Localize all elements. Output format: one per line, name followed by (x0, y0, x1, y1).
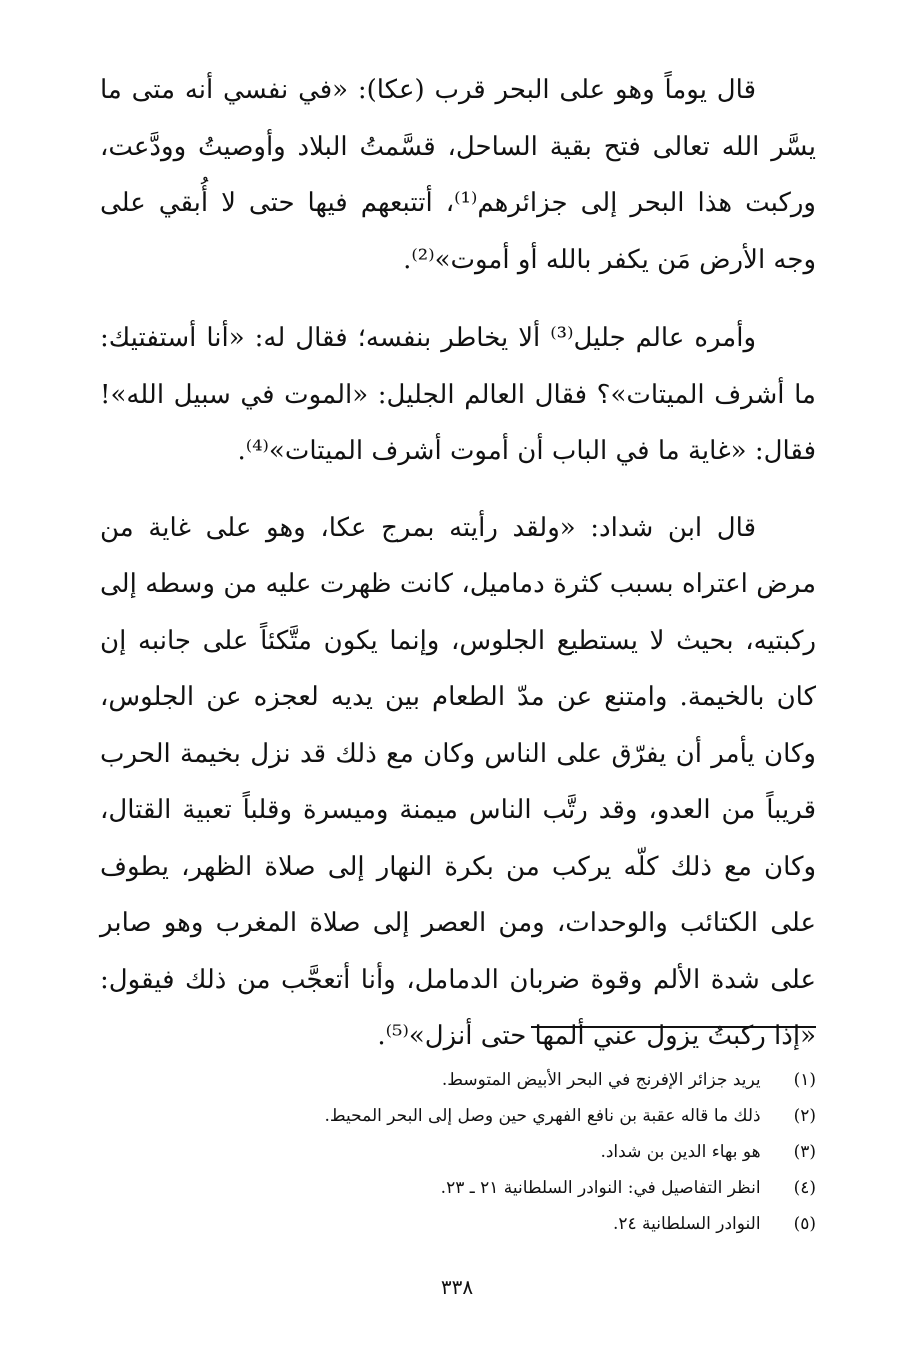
footnote-number: (٢) (793, 1106, 816, 1126)
paragraph-3: قال ابن شداد: «ولقد رأيته بمرج عكا، وهو على غاية من مرض اعتراه بسبب كثرة دماميل، كانت ظهرت عليه من وسطه إلى ركبتيه، بحيث لا يستطيع الجلوس، وإنما يكون متَّكئاً على جانبه إن كان بالخيمة. وامتنع عن مدّ الطعام بين يديه لعجزه عن الجلوس، وكان يأمر أن يفرّق على الناس وكان مع ذلك قد نزل بخيمة الحرب قريباً من العدو، وقد رتَّب الناس ميمنة وميسرة وقلباً تعبية القتال، وكان مع ذلك كلّه يركب من بكرة النهار إلى صلاة الظهر، يطوف على الكتائب والوحدات، ومن العصر إلى صلاة المغرب وهو صابر على شدة الألم وقوة ضربان الدمامل، وأنا أتعجَّب من ذلك فيقول: «إذا ركبتُ يزول عني ألمها حتى أنزل»⁽⁵⁾. (100, 512, 816, 1051)
footnote-number: (٤) (793, 1178, 816, 1198)
footnote-text: النوادر السلطانية ٢٤. (612, 1214, 761, 1234)
footnote-4 (100, 1170, 816, 1206)
footnotes-list (100, 1062, 816, 1242)
footnote-divider (531, 1026, 816, 1028)
footnote-number: (١) (793, 1070, 816, 1090)
footnote-1 (100, 1062, 816, 1098)
footnote-2 (100, 1098, 816, 1134)
footnote-3 (100, 1134, 816, 1170)
footnote-text: يريد جزائر الإفرنج في البحر الأبيض المتوسط. (441, 1070, 761, 1090)
footnote-text: انظر التفاصيل في: النوادر السلطانية ٢١ ـ ٢٣. (440, 1178, 761, 1198)
footnote-text: ذلك ما قاله عقبة بن نافع الفهري حين وصل إلى البحر المحيط. (324, 1106, 761, 1126)
body-text (100, 62, 816, 1051)
paragraph-1: قال يوماً وهو على البحر قرب (عكا): «في نفسي أنه متى ما يسَّر الله تعالى فتح بقية الساحل، قسَّمتُ البلاد وأوصيتُ وودَّعت، وركبت هذا البحر إلى جزائرهم⁽¹⁾، أتتبعهم فيها حتى لا أُبقي على وجه الأرض مَن يكفر بالله أو أموت»⁽²⁾. (100, 75, 816, 275)
page-number: ٣٣٨ (440, 1275, 474, 1299)
footnote-text: هو بهاء الدين بن شداد. (600, 1142, 761, 1162)
footnote-5 (100, 1206, 816, 1242)
footnote-number: (٣) (793, 1142, 816, 1162)
paragraph-2: وأمره عالم جليل⁽³⁾ ألا يخاطر بنفسه؛ فقال له: «أنا أستفتيك: ما أشرف الميتات»؟ فقال العالم الجليل: «الموت في سبيل الله»! فقال: «غاية ما في الباب أن أموت أشرف الميتات»⁽⁴⁾. (100, 323, 816, 466)
footnote-number: (٥) (793, 1214, 816, 1234)
